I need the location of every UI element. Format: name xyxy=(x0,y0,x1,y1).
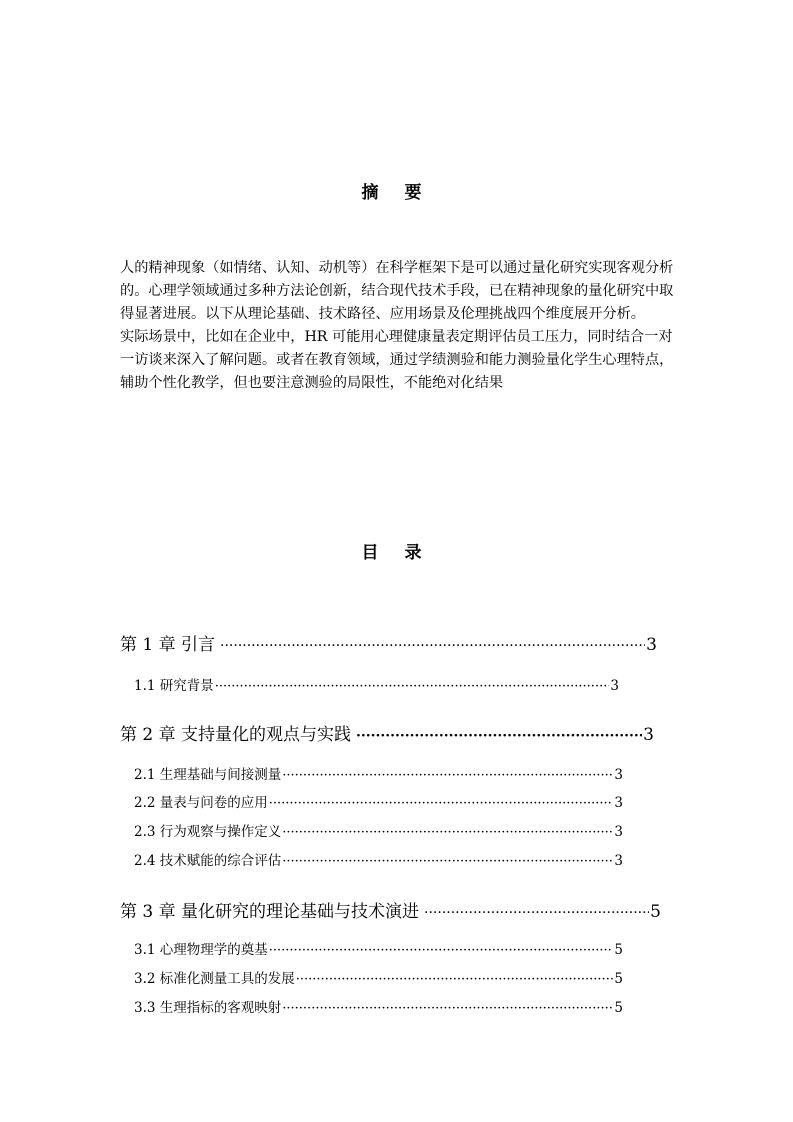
toc-entry-label: 3.1 心理物理学的奠基 xyxy=(134,942,268,958)
toc-entry-label: 2.4 技术赋能的综合评估 xyxy=(134,853,282,869)
toc-entry-2-1[interactable] xyxy=(134,763,623,783)
toc-entry-page: 3 xyxy=(614,853,623,869)
toc-entry-label: 第 2 章 支持量化的观点与实践 xyxy=(120,725,352,745)
toc-entry-page: 3 xyxy=(610,678,619,694)
toc-entry-page: 5 xyxy=(614,971,623,987)
toc-entry-label: 1.1 研究背景 xyxy=(134,678,214,694)
toc-entry-page: 3 xyxy=(614,824,623,840)
toc-leader-dots xyxy=(282,1001,613,1016)
toc-entry-chapter-2[interactable] xyxy=(120,720,654,745)
toc-leader-dots xyxy=(424,905,649,921)
toc-title: 目 录 xyxy=(361,543,432,563)
abstract-paragraph-1: 人的精神现象（如情绪、认知、动机等）在科学框架下是可以通过量化研究实现客观分析的。心理学领域通过多种方法论创新，结合现代技术手段，已在精神现象的量化研究中取得显著进展。以下从理论基础、技术路径、应用场景及伦理挑战四个维度展开分析。 xyxy=(120,260,674,322)
toc-entry-2-2[interactable] xyxy=(134,791,623,811)
toc-leader-dots xyxy=(282,825,613,840)
abstract-body xyxy=(120,257,680,395)
toc-entry-label: 3.3 生理指标的客观映射 xyxy=(134,1000,282,1016)
abstract-title: 摘 要 xyxy=(361,183,432,203)
toc-leader-dots xyxy=(220,638,645,654)
toc-leader-dots xyxy=(269,943,614,958)
toc-entry-label: 2.2 量表与问卷的应用 xyxy=(134,795,268,811)
toc-entry-label: 第 1 章 引言 xyxy=(120,635,216,655)
toc-entry-page: 5 xyxy=(650,902,661,922)
toc-leader-dots xyxy=(356,728,642,744)
toc-entry-page: 3 xyxy=(646,635,657,655)
toc-entry-3-1[interactable] xyxy=(134,938,623,958)
toc-entry-label: 3.2 标准化测量工具的发展 xyxy=(134,971,295,987)
toc-entry-label: 第 3 章 量化研究的理论基础与技术演进 xyxy=(120,902,420,922)
toc-entry-1-1[interactable] xyxy=(134,674,619,694)
toc-leader-dots xyxy=(282,768,613,783)
toc-entry-page: 3 xyxy=(643,725,654,745)
toc-entry-2-3[interactable] xyxy=(134,820,623,840)
toc-entry-2-4[interactable] xyxy=(134,849,623,869)
toc-entry-page: 3 xyxy=(614,795,623,811)
toc-leader-dots xyxy=(215,679,610,694)
toc-entry-chapter-3[interactable] xyxy=(120,897,661,922)
toc-entry-page: 3 xyxy=(614,767,623,783)
toc-entry-page: 5 xyxy=(614,1000,623,1016)
toc-entry-label: 2.1 生理基础与间接测量 xyxy=(134,767,282,783)
toc-leader-dots xyxy=(269,796,614,811)
toc-entry-3-3[interactable] xyxy=(134,996,623,1016)
toc-entry-chapter-1[interactable] xyxy=(120,630,657,655)
toc-entry-page: 5 xyxy=(614,942,623,958)
toc-leader-dots xyxy=(282,854,613,869)
abstract-paragraph-2: 实际场景中，比如在企业中，HR 可能用心理健康量表定期评估员工压力，同时结合一对一访谈来深入了解问题。或者在教育领域，通过学绩测验和能力测验量化学生心理特点，辅助个性化教学，但也要注意测验的局限性，不能绝对化结果 xyxy=(120,329,674,391)
toc-leader-dots xyxy=(296,972,614,987)
toc-entry-3-2[interactable] xyxy=(134,967,623,987)
toc-entry-label: 2.3 行为观察与操作定义 xyxy=(134,824,282,840)
